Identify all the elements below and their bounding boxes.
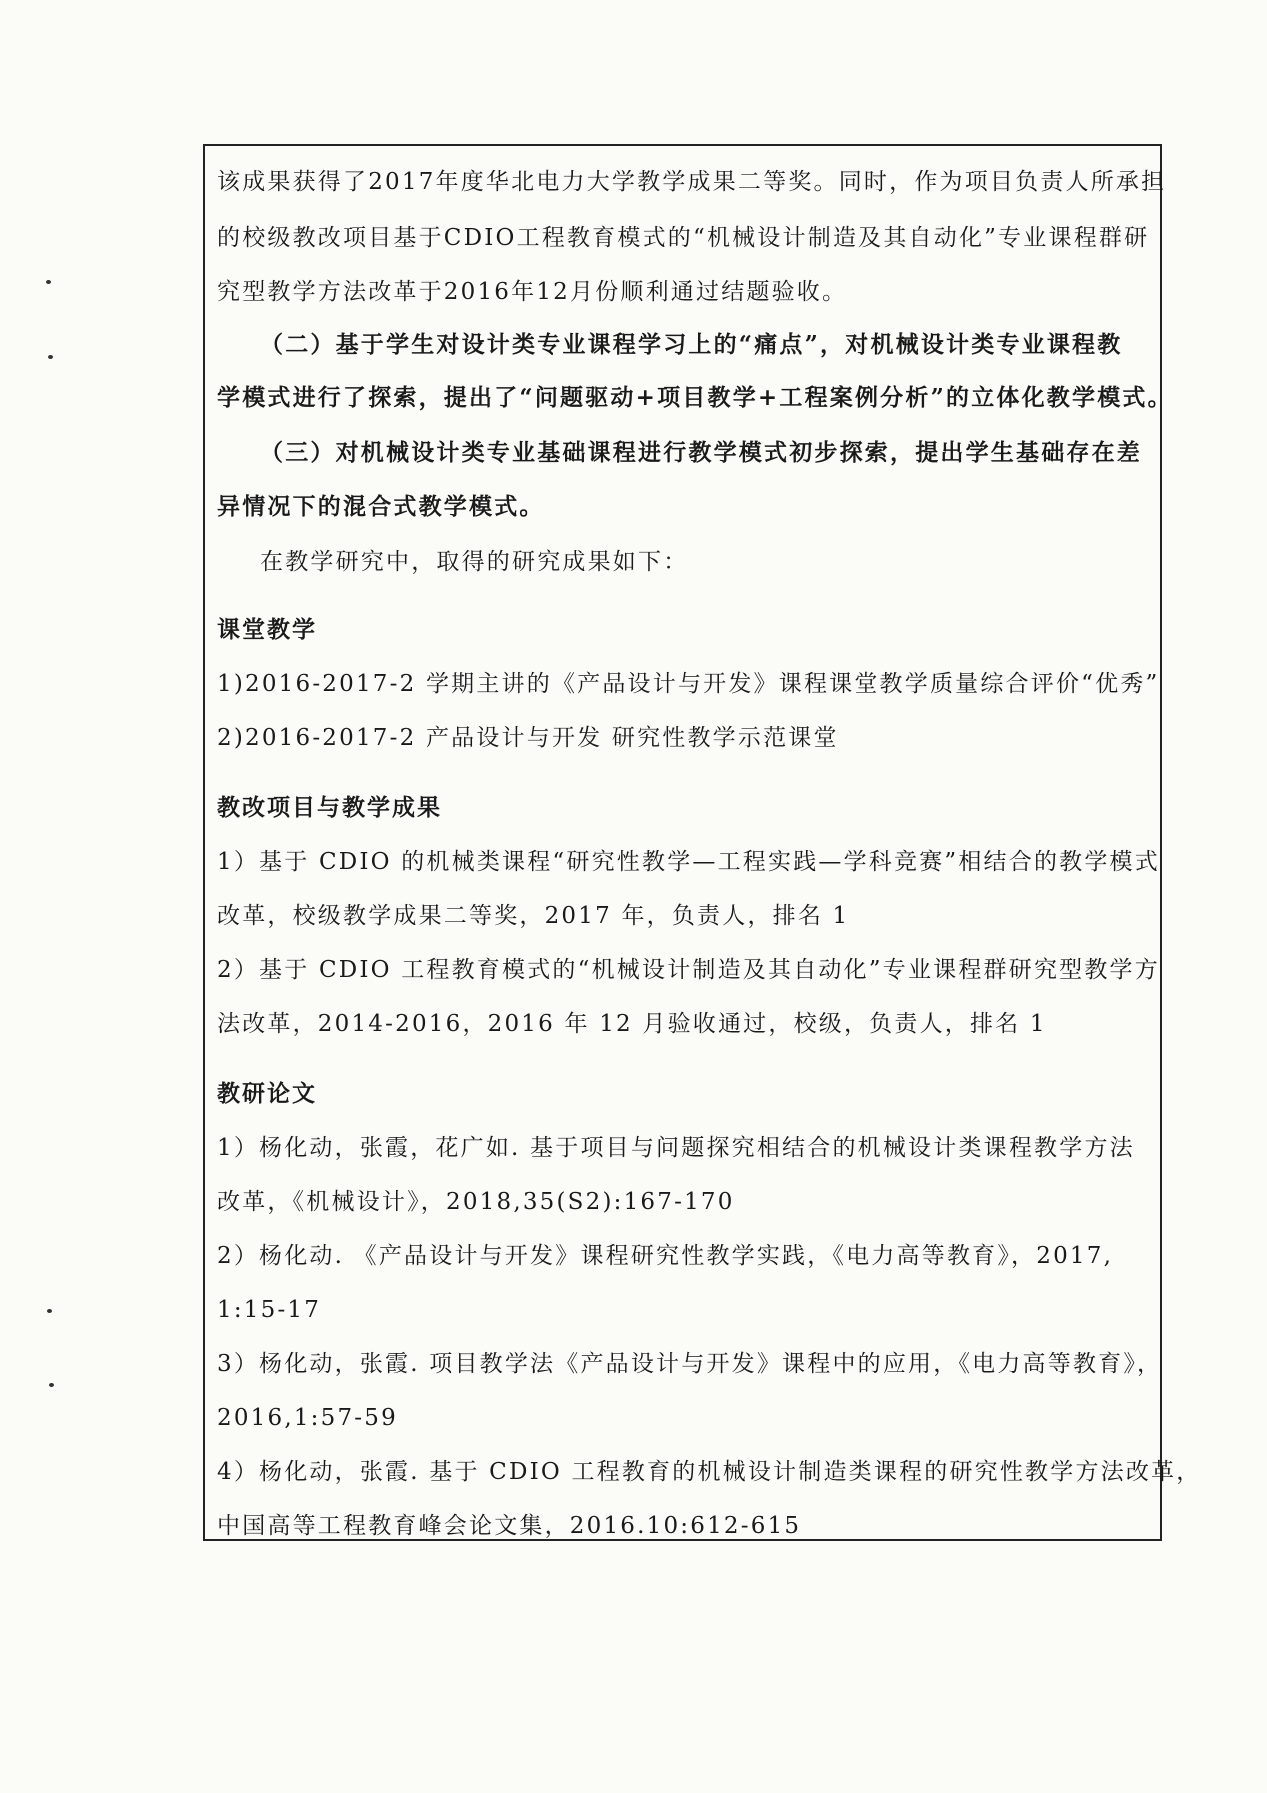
paper-4-line-1: 4）杨化动，张霞. 基于 CDIO 工程教育的机械设计制造类课程的研究性教学方法改革， bbox=[217, 1459, 1202, 1485]
paper-2-line-1: 2）杨化动. 《产品设计与开发》课程研究性教学实践，《电力高等教育》，2017, bbox=[217, 1243, 1114, 1269]
paragraph-three-line-1: （三）对机械设计类专业基础课程进行教学模式初步探索，提出学生基础存在差 bbox=[260, 439, 1142, 466]
paragraph-two-line-1: （二）基于学生对设计类专业课程学习上的“痛点”，对机械设计类专业课程教 bbox=[260, 331, 1123, 358]
results-intro: 在教学研究中，取得的研究成果如下： bbox=[260, 549, 689, 575]
reform-item-2-line-1: 2）基于 CDIO 工程教育模式的“机械设计制造及其自动化”专业课程群研究型教学方 bbox=[217, 957, 1160, 983]
paragraph-line-3: 究型教学方法改革于2016年12月份顺利通过结题验收。 bbox=[217, 279, 848, 305]
paragraph-line-2: 的校级教改项目基于CDIO工程教育模式的“机械设计制造及其自动化”专业课程群研 bbox=[217, 225, 1150, 251]
paper-4-line-2: 中国高等工程教育峰会论文集，2016.10:612-615 bbox=[217, 1513, 802, 1539]
paper-1-line-2: 改革，《机械设计》，2018,35(S2):167-170 bbox=[217, 1189, 735, 1215]
section-heading-classroom: 课堂教学 bbox=[217, 616, 317, 643]
scan-speck bbox=[47, 1309, 52, 1313]
scan-speck bbox=[46, 280, 51, 284]
paper-3-line-2: 2016,1:57-59 bbox=[217, 1405, 398, 1431]
paragraph-line-1: 该成果获得了2017年度华北电力大学教学成果二等奖。同时，作为项目负责人所承担 bbox=[217, 169, 1167, 195]
paper-2-line-2: 1:15-17 bbox=[217, 1297, 322, 1323]
reform-item-1-line-2: 改革，校级教学成果二等奖，2017 年，负责人，排名 1 bbox=[217, 903, 850, 929]
scan-speck bbox=[48, 355, 53, 359]
reform-item-2-line-2: 法改革，2014-2016，2016 年 12 月验收通过，校级，负责人，排名 1 bbox=[217, 1011, 1047, 1037]
paper-3-line-1: 3）杨化动，张霞. 项目教学法《产品设计与开发》课程中的应用，《电力高等教育》， bbox=[217, 1351, 1163, 1377]
paragraph-two-line-2: 学模式进行了探索，提出了“问题驱动+项目教学+工程案例分析”的立体化教学模式。 bbox=[217, 384, 1173, 411]
section-heading-papers: 教研论文 bbox=[217, 1080, 317, 1107]
scan-speck bbox=[49, 1383, 54, 1387]
paragraph-three-line-2: 异情况下的混合式教学模式。 bbox=[217, 493, 545, 520]
reform-item-1-line-1: 1）基于 CDIO 的机械类课程“研究性教学—工程实践—学科竞赛”相结合的教学模式 bbox=[217, 849, 1160, 875]
classroom-item-1: 1)2016-2017-2 学期主讲的《产品设计与开发》课程课堂教学质量综合评价“优秀” bbox=[217, 671, 1160, 697]
classroom-item-2: 2)2016-2017-2 产品设计与开发 研究性教学示范课堂 bbox=[217, 725, 839, 751]
section-heading-reform: 教改项目与教学成果 bbox=[217, 794, 442, 821]
paper-1-line-1: 1）杨化动，张霞，花广如. 基于项目与问题探究相结合的机械设计类课程教学方法 bbox=[217, 1135, 1135, 1161]
